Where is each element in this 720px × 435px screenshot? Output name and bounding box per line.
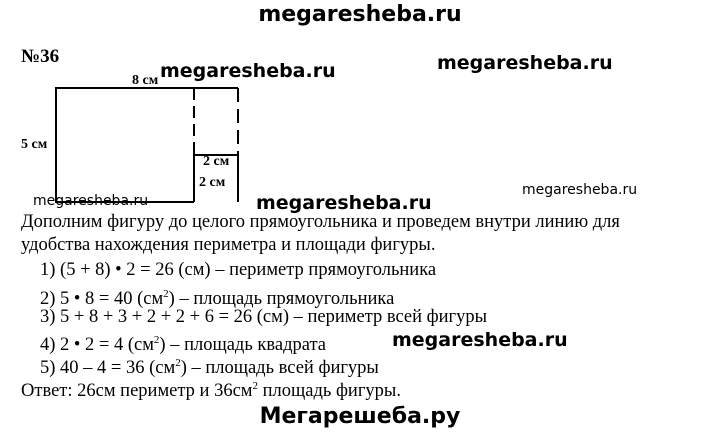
watermark-figure: megaresheba.ru xyxy=(160,60,336,82)
step-3: 3) 5 + 8 + 3 + 2 + 2 + 6 = 26 (см) – периметр всей фигуры xyxy=(40,307,488,327)
step-4-text-a: 4) 2 • 2 = 4 (см xyxy=(40,335,154,356)
step-5-text-b: ) – площадь всей фигуры xyxy=(180,358,379,379)
watermark-bottom: Мегарешеба.ру xyxy=(259,404,461,429)
step-2-text-b: ) – площадь прямоугольника xyxy=(168,289,395,310)
answer-line xyxy=(21,375,401,403)
answer-text-b: площадь фигуры. xyxy=(258,381,401,402)
figure-height-label: 5 см xyxy=(21,137,48,152)
watermark-top: megaresheba.ru xyxy=(258,2,462,27)
step-1: 1) (5 + 8) • 2 = 26 (см) – периметр прямоугольника xyxy=(40,260,437,280)
watermark-right: megaresheba.ru xyxy=(437,52,613,74)
watermark-mid: megaresheba.ru xyxy=(256,192,432,214)
square-top-label: 2 см xyxy=(203,154,230,169)
square-side-label: 2 см xyxy=(199,175,226,190)
figure-width-label: 8 см xyxy=(132,73,159,88)
answer-superscript: 2 xyxy=(252,380,258,392)
figure-outline xyxy=(56,88,194,202)
intro-line-2: удобства нахождения периметра и площади фигуры. xyxy=(21,235,436,255)
step-4-text-b: ) – площадь квадрата xyxy=(159,335,326,356)
step-5-text-a: 5) 40 – 4 = 36 (см xyxy=(40,358,176,379)
intro-line-1: Дополним фигуру до целого прямоугольника и проведем внутри линию для xyxy=(21,212,620,232)
step-2-text-a: 2) 5 • 8 = 40 (см xyxy=(40,289,164,310)
task-number: №36 xyxy=(21,46,60,67)
step-4-superscript: 2 xyxy=(153,334,160,346)
step-5-superscript: 2 xyxy=(175,357,181,369)
watermark-small-left: megaresheba.ru xyxy=(33,193,149,209)
step-2-superscript: 2 xyxy=(163,288,169,300)
watermark-list: megaresheba.ru xyxy=(392,329,568,351)
answer-text-a: Ответ: 26см периметр и 36см xyxy=(21,381,253,402)
watermark-small-right: megaresheba.ru xyxy=(522,182,638,198)
